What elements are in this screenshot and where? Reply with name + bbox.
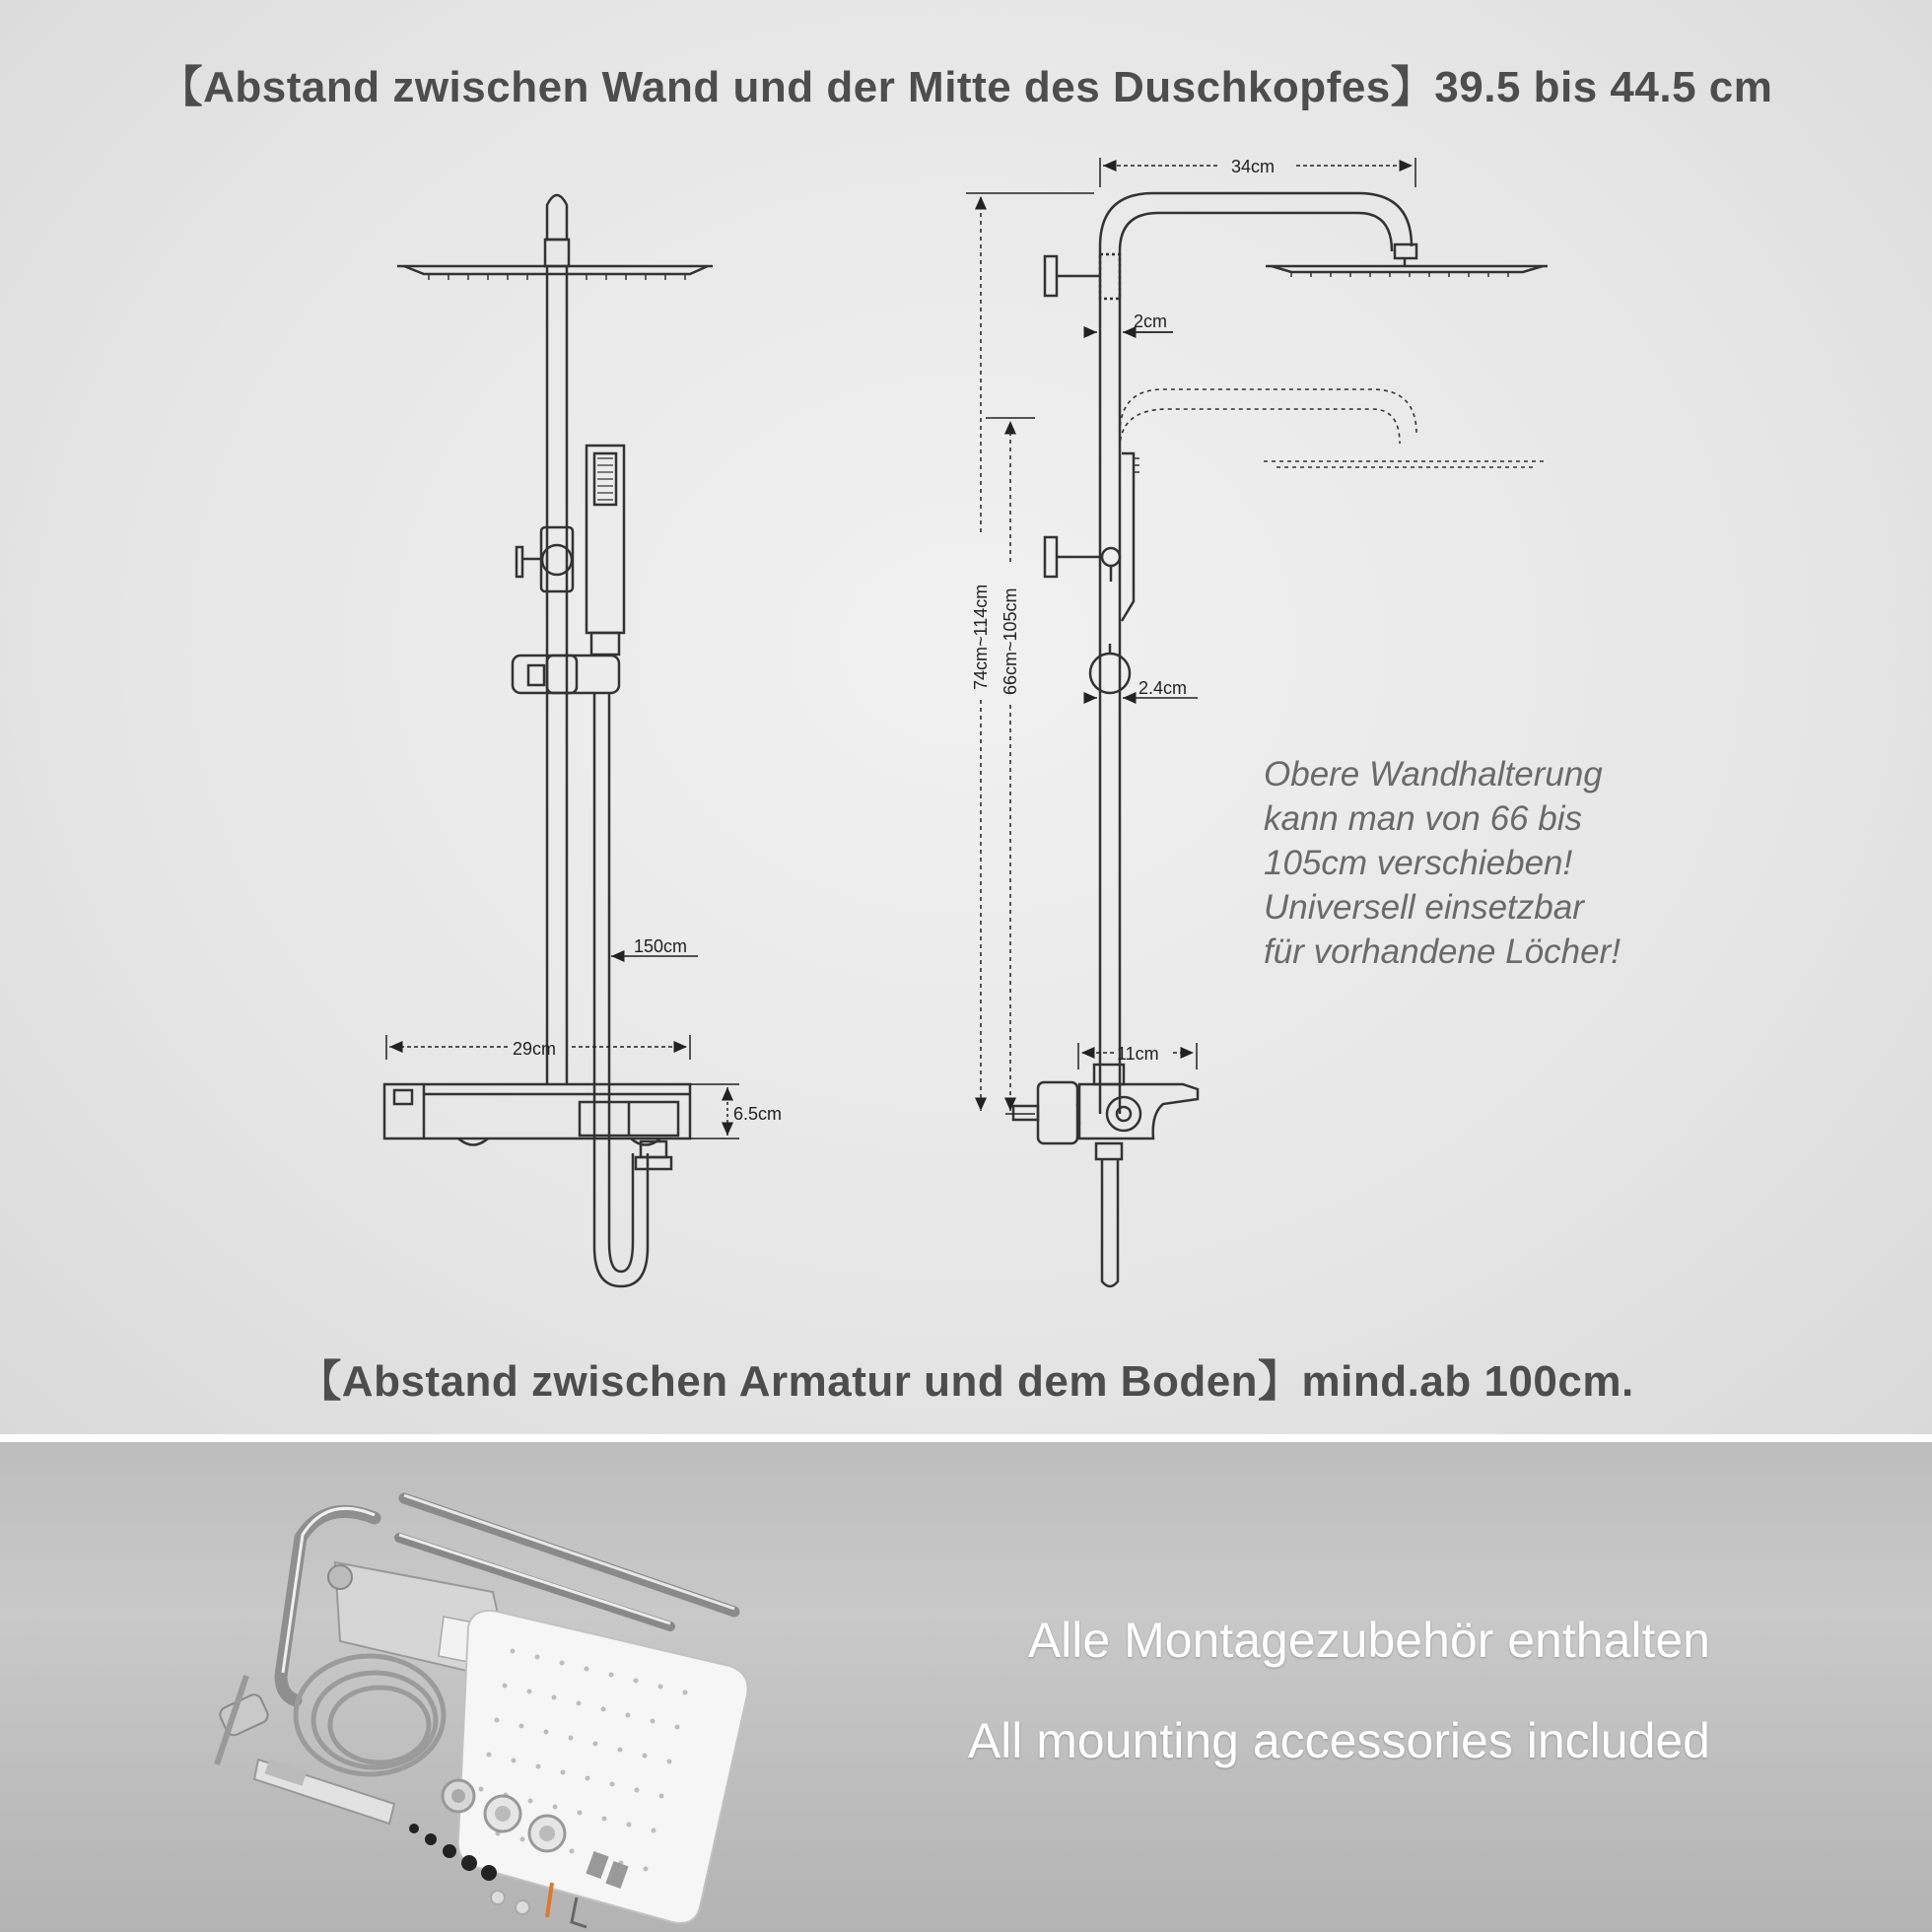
side-diverter [1045, 537, 1120, 582]
bottom-heading: 【Abstand zwischen Armatur und dem Boden】mind.ab 100cm. [298, 1357, 1634, 1406]
bar-width-label: 29cm [513, 1039, 557, 1059]
slider-gap-label: 2.4cm [1138, 678, 1188, 698]
rain-shower-head [458, 1611, 748, 1923]
hose-length-label: 150cm [634, 936, 688, 956]
side-shower-arm [1100, 193, 1416, 1114]
front-shower-head [397, 195, 713, 280]
note-line: kann man von 66 bis [1264, 799, 1582, 838]
pipe-gap-label: 2cm [1134, 311, 1168, 331]
bracket-note [1264, 752, 1776, 974]
side-alt-arm-position [1120, 389, 1548, 467]
side-thermostat [1013, 1065, 1198, 1286]
bracket-range-label: 66cm~105cm [1000, 587, 1020, 695]
note-line: Obere Wandhalterung [1264, 755, 1603, 794]
side-shower-head [1266, 258, 1548, 277]
valve-height-label: 6.5cm [733, 1104, 783, 1124]
front-diverter [517, 527, 573, 591]
front-dimensions [386, 956, 739, 1138]
accessories-text-de: Alle Montagezubehör enthalten [1027, 1613, 1710, 1668]
front-hose [594, 693, 648, 1286]
side-view [966, 158, 1548, 1286]
top-heading: 【Abstand zwischen Wand und der Mitte des Duschkopfes】39.5 bis 44.5 cm [159, 63, 1773, 111]
hose-coil [296, 1656, 444, 1774]
front-hand-shower [586, 446, 624, 655]
front-thermostat-bar [384, 1084, 690, 1169]
note-line: für vorhandene Löcher! [1264, 932, 1621, 971]
accessories-illustration [217, 1495, 748, 1927]
front-view [384, 195, 739, 1286]
accessories-text-en: All mounting accessories included [967, 1713, 1710, 1768]
side-slider-knob [1090, 644, 1130, 693]
front-riser-pipe [547, 266, 567, 1084]
side-hand-shower [1122, 453, 1139, 621]
valve-depth-label: 11cm [1117, 1044, 1159, 1064]
note-line: 105cm verschieben! [1264, 844, 1573, 882]
total-height-label: 74cm~114cm [971, 584, 991, 690]
note-line: Universell einsetzbar [1264, 888, 1584, 927]
arm-reach-label: 34cm [1231, 157, 1276, 176]
hand-shower-part [217, 1676, 394, 1824]
side-upper-bracket [1045, 254, 1120, 299]
